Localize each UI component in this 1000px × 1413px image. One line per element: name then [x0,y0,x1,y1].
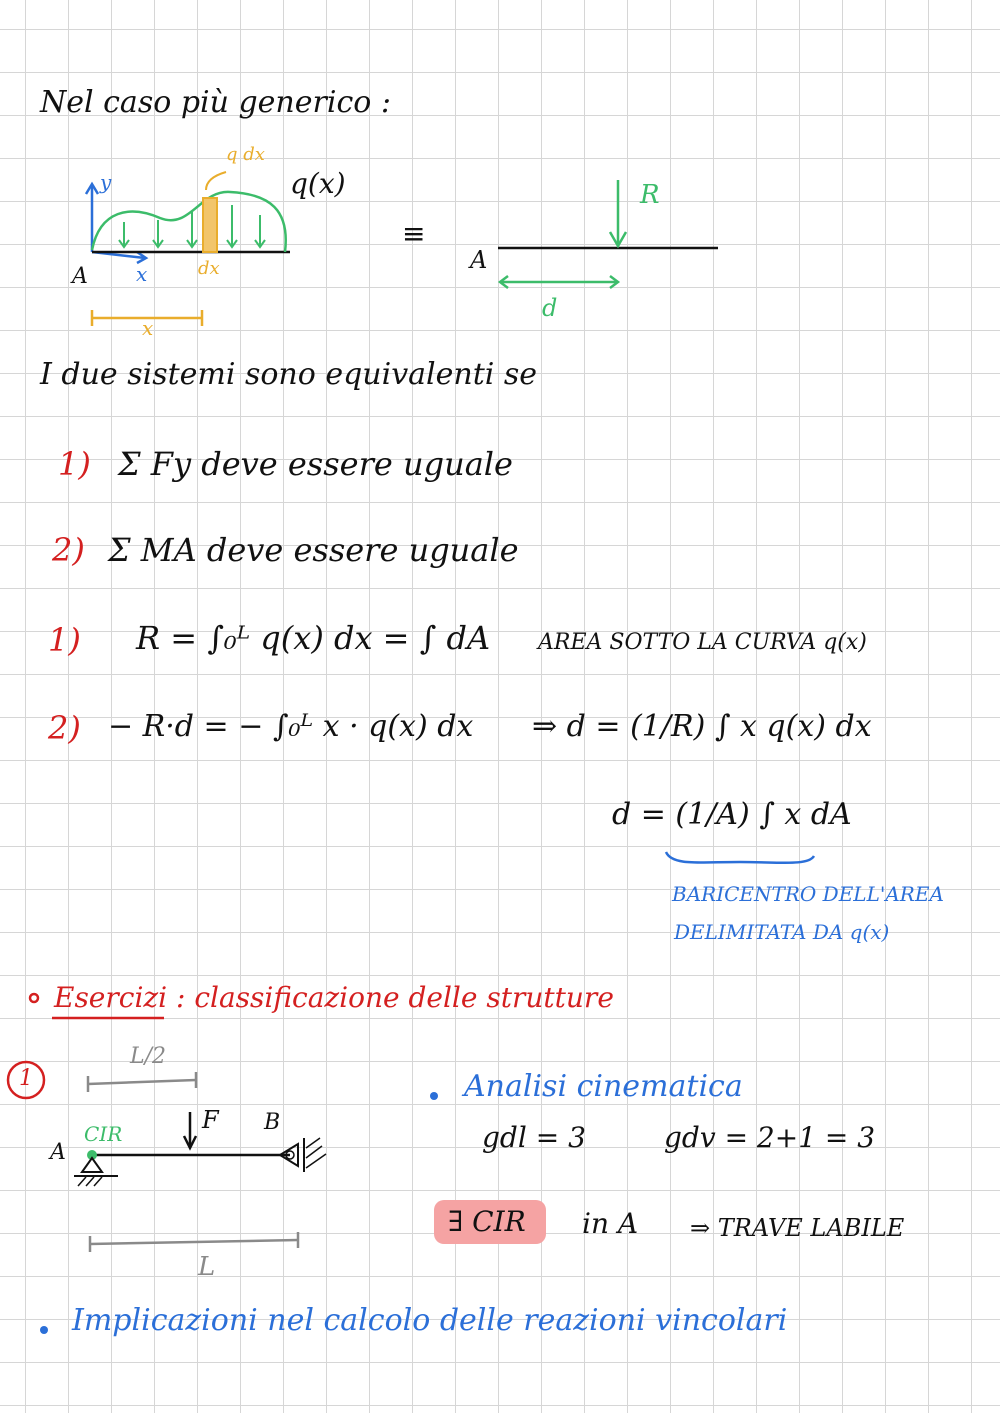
cir-label: CIR [84,1122,123,1146]
distance-d-label: d [542,294,558,322]
support-a-label: A [50,1140,66,1165]
kinematic-analysis-title: Analisi cinematica [464,1069,743,1104]
support-b-label: B [264,1110,281,1135]
x-dimension-label: x [142,316,154,340]
q-x-label: q(x) [290,167,346,200]
force-f-label: F [202,1106,219,1134]
exercise-heading: Esercizi : classificazione delle strutture [54,981,614,1014]
condition-2-text: Σ MA deve essere uguale [108,531,519,569]
equivalence-statement: I due sistemi sono equivalenti se [40,357,538,392]
x-axis-label: x [136,262,148,286]
cir-location-text: in A [582,1207,639,1240]
barycenter-note-line1: BARICENTRO DELL'AREA [672,882,944,906]
cir-exists-text: ∃ CIR [448,1205,526,1238]
gdl-value: gdl = 3 [482,1121,586,1154]
origin-a-label: A [72,264,88,289]
length-l-label: L [198,1252,216,1282]
barycenter-note-line2: DELIMITATA DA q(x) [674,920,890,944]
equation-1-number: 1) [48,621,81,659]
equation-2: − R·d = − ∫₀ᴸ x · q(x) dx [108,709,474,744]
equivalence-symbol: ≡ [402,217,426,250]
equation-1: R = ∫₀ᴸ q(x) dx = ∫ dA [136,619,491,657]
y-axis-label: y [100,170,112,194]
beam-a-label: A [470,246,488,274]
gdv-value: gdv = 2+1 = 3 [664,1121,876,1154]
dx-label: dx [198,258,220,279]
equation-2-result: ⇒ d = (1/R) ∫ x q(x) dx [532,709,872,744]
implications-heading: Implicazioni nel calcolo delle reazioni vincolari [72,1303,788,1338]
resultant-r-label: R [640,180,660,210]
intro-text: Nel caso più generico : [40,85,391,120]
equation-1-note: AREA SOTTO LA CURVA q(x) [538,630,867,655]
half-length-label: L/2 [130,1044,167,1069]
equation-3: d = (1/A) ∫ x dA [612,797,852,832]
condition-2-number: 2) [52,531,85,569]
exercise-number: 1 [19,1066,33,1091]
labile-conclusion: ⇒ TRAVE LABILE [690,1214,905,1242]
equation-2-number: 2) [48,709,81,747]
condition-1-text: Σ Fy deve essere uguale [118,445,513,483]
q-dx-label: q dx [226,144,265,165]
condition-1-number: 1) [58,445,91,483]
